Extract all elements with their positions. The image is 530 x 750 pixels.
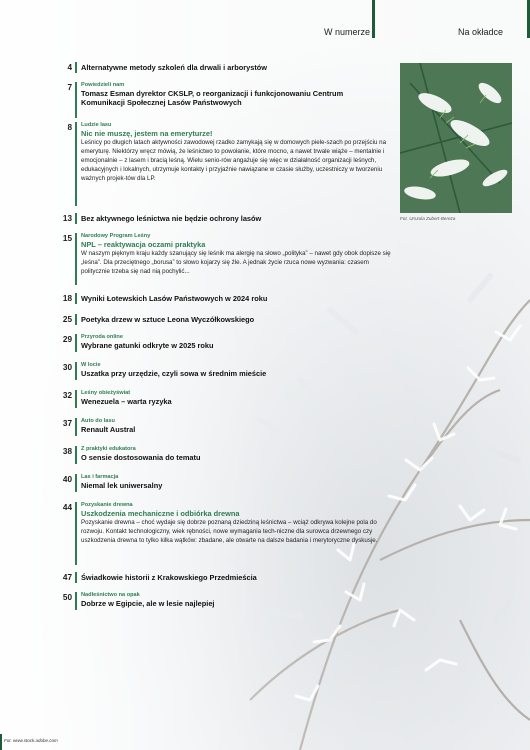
toc-title: Uszatka przy urzędzie, czyli sowa w średnim mieście <box>81 369 267 378</box>
toc-title: Renault Austral <box>81 425 136 434</box>
toc-divider <box>75 314 77 325</box>
toc-title: NPL – reaktywacja oczami praktyka <box>81 240 206 249</box>
toc-divider <box>75 446 77 464</box>
cover-photo-snowy-conifer <box>400 63 512 213</box>
toc-category: Narodowy Program Leśny <box>81 233 151 239</box>
toc-lead: Pozyskanie drewna – choć wydaje się dobrze poznaną dziedziną leśnictwa – wciąż odkrywa kolejne pola do rozwoju. Kontakt technologiczny, wiek rębności, nowe wymagania tech-niczne dla surowca drzewnego czy uszkodzenia drewna to tylko kilka wątków: zbadane, ale otwarte na dalsze badania i merytoryczne dyskusje. <box>81 519 378 544</box>
toc-title: Uszkodzenia mechaniczne i odbiórka drewna <box>81 509 240 518</box>
footer-divider <box>0 734 2 750</box>
toc-title: Tomasz Esman dyrektor CKSLP, o reorganizacji i funkcjonowaniu Centrum Komunikacji Społecznej Lasów Państwowych <box>81 89 344 107</box>
toc-divider <box>75 390 77 408</box>
toc-page-number: 15 <box>62 234 72 243</box>
toc-divider <box>75 362 77 380</box>
toc-page-number: 25 <box>62 315 72 324</box>
toc-page-number: 8 <box>67 123 72 132</box>
section-title-on-cover: Na okładce <box>458 27 504 37</box>
toc-divider <box>75 293 77 304</box>
background-photo-credit: Fot. www.stock.adobe.com <box>4 738 58 743</box>
toc-title: Wybrane gatunki odkryte w 2025 roku <box>81 341 214 350</box>
toc-page-number: 4 <box>67 63 72 72</box>
toc-category: Z praktyki edukatora <box>81 446 136 452</box>
toc-page-number: 38 <box>62 447 72 456</box>
toc-divider <box>75 502 77 565</box>
toc-category: Nadleśnictwo na opak <box>81 592 140 598</box>
toc-page-number: 40 <box>62 475 72 484</box>
toc-title: Bez aktywnego leśnictwa nie będzie ochrony lasów <box>81 214 262 223</box>
toc-divider <box>75 233 77 285</box>
toc-page-number: 47 <box>62 573 72 582</box>
toc-category: Leśny obieżyświat <box>81 390 131 396</box>
toc-page-number: 13 <box>62 214 72 223</box>
toc-divider <box>75 418 77 436</box>
toc-title: Niemal lek uniwersalny <box>81 481 163 490</box>
toc-page-number: 18 <box>62 294 72 303</box>
toc-category: Las i farmacja <box>81 474 119 480</box>
section-title-in-this-issue: W numerze <box>324 27 371 37</box>
toc-divider <box>75 592 77 610</box>
toc-page-number: 30 <box>62 363 72 372</box>
toc-divider <box>75 82 77 118</box>
toc-category: W locie <box>81 362 101 368</box>
toc-page-number: 29 <box>62 335 72 344</box>
header-divider-left <box>372 0 375 38</box>
toc-category: Auto do lasu <box>81 418 115 424</box>
toc-page-number: 32 <box>62 391 72 400</box>
toc-title: Alternatywne metody szkoleń dla drwali i arborystów <box>81 63 268 72</box>
toc-title: Wyniki Łotewskich Lasów Państwowych w 2024 roku <box>81 294 268 303</box>
toc-page-number: 50 <box>62 593 72 602</box>
toc-divider <box>75 122 77 206</box>
toc-title: Poetyka drzew w sztuce Leona Wyczółkowskiego <box>81 315 255 324</box>
toc-divider <box>75 62 77 73</box>
toc-title: Świadkowie historii z Krakowskiego Przedmieścia <box>81 573 257 582</box>
toc-title: Nic nie muszę, jestem na emeryturze! <box>81 129 213 138</box>
toc-title: O sensie dostosowania do tematu <box>81 453 201 462</box>
toc-category: Pozyskanie drewna <box>81 502 133 508</box>
toc-title: Wenezuela – warta ryzyka <box>81 397 172 406</box>
toc-page-number: 7 <box>67 83 72 92</box>
toc-divider <box>75 474 77 492</box>
toc-category: Przyroda online <box>81 334 123 340</box>
toc-divider <box>75 572 77 583</box>
toc-lead: W naszym pięknym kraju każdy szanujący się leśnik ma alergię na słowo „polityka” – nawet gdy obok dopisze się „leśna”. Dla przeciętnego „borusa” to słowo kojarzy się źle. A jednak życie rzuca nowe wyzwania: czasem politycznie trzeba się nad nią pochylić... <box>81 250 391 275</box>
cover-photo-caption: Fot. Urszula Zubert-Bereza <box>400 216 456 221</box>
toc-divider <box>75 213 77 224</box>
toc-category: Ludzie lasu <box>81 122 112 128</box>
toc-divider <box>75 334 77 352</box>
toc-category: Powiedzieli nam <box>81 82 125 88</box>
toc-page-number: 37 <box>62 419 72 428</box>
toc-title: Dobrze w Egipcie, ale w lesie najlepiej <box>81 599 215 608</box>
toc-page-number: 44 <box>62 503 72 512</box>
toc-lead: Leśnicy po długich latach aktywności zawodowej rzadko zamykają się w domowych piele-szach po przejściu na emeryturę. Niektórzy wręcz mówią, że leśnictwo to powołanie, które mocno, a nawet trwale wiąże – mentalnie i emocjonalnie – z lasem i bracią leśną. Wielu senio-rów angażuje się więc w działalność organizacji leśnych, edukacyjnych i lokalnych, utrzymuje kontakty i przyjaźnie nawiązane w czasie służby, uczestniczy w tworzeniu ważnych projek-tów dla LP. <box>81 139 387 182</box>
